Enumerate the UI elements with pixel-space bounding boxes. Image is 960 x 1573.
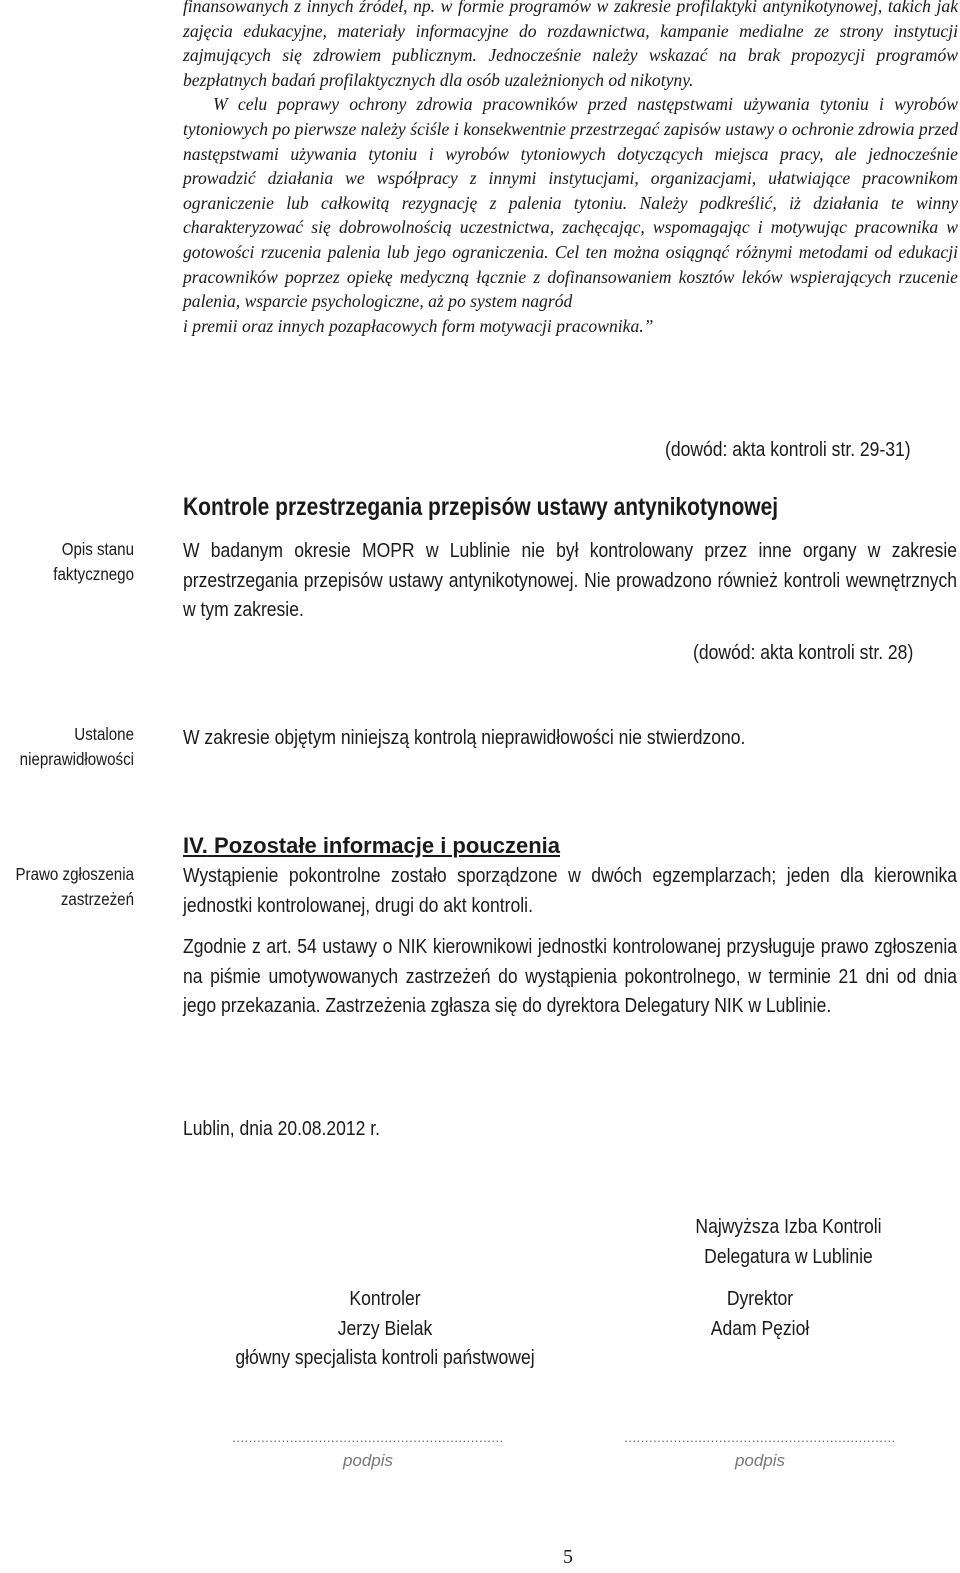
signature-line-left: .................................................................. [232, 1430, 504, 1445]
section-heading-antinicotine: Kontrole przestrzegania przepisów ustawy antynikotynowej [183, 493, 779, 521]
fact-state-paragraph: W badanym okresie MOPR w Lublinie nie był kontrolowany przez inne organy w zakresie przestrzegania przepisów ustawy antynikotynowej. Nie prowadzono również kontroli wewnętrznych w tym zakresie. [183, 540, 957, 621]
place-and-date: Lublin, dnia 20.08.2012 r. [183, 1118, 380, 1140]
side-label-irregularities: Ustalone nieprawidłowości [19, 724, 135, 769]
section-iv-paragraph-1: Wystąpienie pokontrolne zostało sporządzone w dwóch egzemplarzach; jeden dla kierownika jednostki kontrolowanej, drugi do akt kontroli. [183, 865, 957, 917]
signatory-controller-title: główny specjalista kontroli państwowej [235, 1347, 535, 1369]
evidence-reference-2: (dowód: akta kontroli str. 28) [693, 642, 914, 664]
quote-paragraph-2: W celu poprawy ochrony zdrowia pracowników przed następstwami używania tytoniu i wyrobów tytoniowych po pierwsze należy ściśle i konsekwentnie przestrzegać zapisów ustawy o ochronie zdrowia przed następstwami używania tytoniu i wyrobów tytoniowych dotyczących miejsca pracy, ale jednocześnie prowadzić działania we współpracy z innymi instytucjami, organizacjami, ułatwiające pracownikom ograniczenie lub całkowitą rezygnację z palenia tytoniu. Należy podkreślić, iż działania te winny charakteryzować się dobrowolnością uczestnictwa, zachęcając, wspomagając i motywując pracownika w gotowości rzucenia palenia lub jego ograniczenia. Cel ten można osiągnąć różnymi metodami od edukacji pracowników poprzez opiekę medyczną łącznie z dofinansowaniem kosztów leków wspierających rzucenie palenia, wsparcie psychologiczne, aż po system nagród [183, 94, 958, 312]
quote-paragraph-1: finansowanych z innych źródeł, np. w formie programów w zakresie profilaktyki antynikotynowej, takich jak zajęcia edukacyjne, materiały informacyjne do rozdawnictwa, kampanie medialne ze strony instytucji zajmujących się zdrowiem publicznym. Jednocześnie należy wskazać na brak propozycji programów bezpłatnych badań profilaktycznych dla osób uzależnionych od nikotyny. [183, 0, 958, 90]
signature-block-left [220, 1430, 516, 1471]
side-label-objections: Prawo zgłoszenia zastrzeżeń [15, 864, 135, 909]
irregularities-statement: W zakresie objętym niniejszą kontrolą nieprawidłowości nie stwierdzono. [183, 727, 746, 749]
quoted-conclusions [183, 0, 958, 338]
section-iv-number: IV. [183, 833, 208, 858]
signature-label-right: podpis [734, 1451, 786, 1470]
section-iv-heading [183, 832, 883, 860]
signature-line-right: .................................................................. [624, 1430, 896, 1445]
section-iv-paragraph-2: Zgodnie z art. 54 ustawy o NIK kierownikowi jednostki kontrolowanej przysługuje prawo zgłoszenia na piśmie umotywowanych zastrzeżeń do wystąpienia pokontrolnego, w terminie 21 dni od dnia jego przekazania. Zastrzeżenia zgłasza się do dyrektora Delegatury NIK w Lublinie. [183, 936, 957, 1017]
signatory-director [641, 1285, 878, 1344]
signature-block-right [612, 1430, 908, 1471]
signatory-director-role: Dyrektor [726, 1288, 794, 1310]
signature-label-left: podpis [342, 1451, 394, 1470]
institution-name: Najwyższa Izba Kontroli Delegatura w Lublinie [695, 1216, 882, 1268]
page-number: 5 [563, 1546, 573, 1568]
evidence-reference-1: (dowód: akta kontroli str. 29-31) [665, 439, 911, 461]
signatory-controller-name: Jerzy Bielak [337, 1317, 433, 1340]
signatory-controller [200, 1285, 570, 1374]
section-iv-title: Pozostałe informacje i pouczenia [214, 833, 560, 858]
quote-paragraph-3: i premii oraz innych pozapłacowych form motywacji pracownika.” [183, 315, 654, 336]
side-label-fact-state: Opis stanu faktycznego [53, 539, 134, 584]
signatory-director-name: Adam Pęzioł [710, 1317, 810, 1340]
signatory-controller-role: Kontroler [349, 1288, 421, 1310]
